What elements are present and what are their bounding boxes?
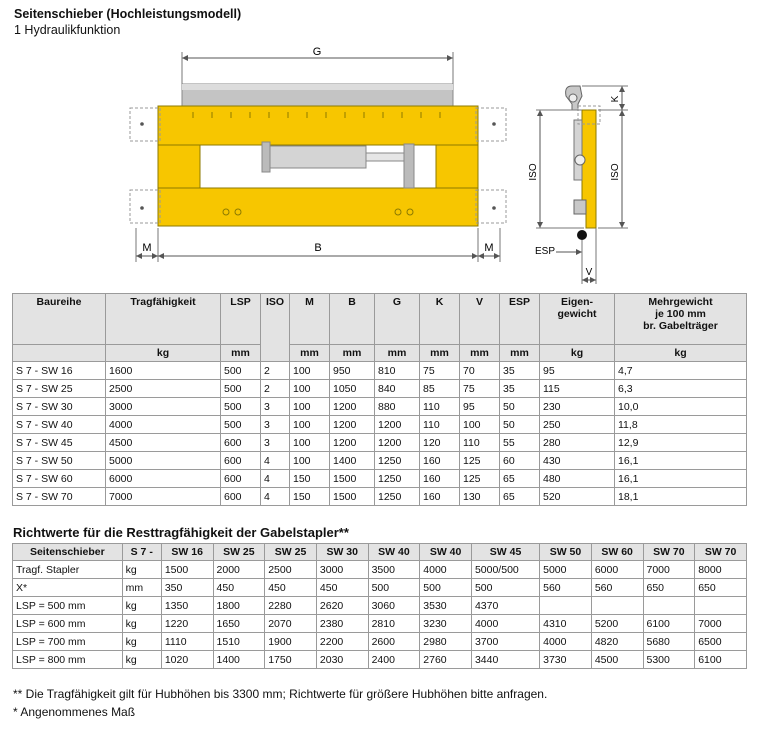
- table-cell: S 7 - SW 16: [13, 362, 106, 380]
- table-cell: LSP = 500 mm: [13, 597, 123, 615]
- side-view: [528, 86, 628, 284]
- table-cell: 75: [420, 362, 460, 380]
- table-cell: 7000: [643, 561, 695, 579]
- col-unit: [13, 345, 106, 362]
- table-cell: 4: [261, 470, 290, 488]
- col-header: SW 40: [368, 544, 420, 561]
- table-cell: 3: [261, 398, 290, 416]
- table-cell: 2810: [368, 615, 420, 633]
- table-cell: 4000: [420, 561, 472, 579]
- table-cell: 4: [261, 452, 290, 470]
- table-row: [13, 470, 747, 488]
- table-cell: 75: [460, 380, 500, 398]
- table-cell: 100: [290, 416, 330, 434]
- col-header: ESP: [500, 294, 540, 345]
- col-header: SW 25: [213, 544, 265, 561]
- col-header: Seitenschieber: [13, 544, 123, 561]
- table-row: [13, 579, 747, 597]
- table-cell: 1200: [375, 434, 420, 452]
- table-row: [13, 452, 747, 470]
- table-cell: 3060: [368, 597, 420, 615]
- table-cell: LSP = 600 mm: [13, 615, 123, 633]
- table-cell: 4000: [471, 615, 539, 633]
- table-cell: 4000: [540, 633, 592, 651]
- table-cell: 3000: [106, 398, 221, 416]
- table-cell: 4: [261, 488, 290, 506]
- table-cell: 600: [221, 488, 261, 506]
- table-cell: 2: [261, 380, 290, 398]
- hydraulic-cylinder: [262, 142, 414, 188]
- table-cell: 3: [261, 416, 290, 434]
- col-unit: mm: [290, 345, 330, 362]
- dim-label-v: V: [585, 267, 593, 278]
- col-header: SW 25: [265, 544, 317, 561]
- table-cell: 1350: [161, 597, 213, 615]
- col-header: M: [290, 294, 330, 345]
- dim-label-iso-front: ISO: [528, 163, 539, 181]
- table-cell: 100: [290, 362, 330, 380]
- table-cell: kg: [122, 597, 161, 615]
- table-cell: 5000: [106, 452, 221, 470]
- table-cell: 100: [290, 452, 330, 470]
- col-unit: kg: [540, 345, 615, 362]
- table-cell: 880: [375, 398, 420, 416]
- table-cell: 1800: [213, 597, 265, 615]
- table-cell: 4500: [591, 651, 643, 669]
- table-cell: 560: [591, 579, 643, 597]
- table-cell: 3230: [420, 615, 472, 633]
- table-cell: 2500: [106, 380, 221, 398]
- table-cell: 6000: [591, 561, 643, 579]
- table-cell: S 7 - SW 60: [13, 470, 106, 488]
- table-cell: 3440: [471, 651, 539, 669]
- table-row: [13, 380, 747, 398]
- table-cell: 150: [290, 470, 330, 488]
- table-cell: 3700: [471, 633, 539, 651]
- table-cell: 500: [221, 416, 261, 434]
- table-cell: 3000: [316, 561, 368, 579]
- table-cell: 3730: [540, 651, 592, 669]
- table-cell: 7000: [106, 488, 221, 506]
- table-cell: 100: [290, 380, 330, 398]
- page-subtitle: 1 Hydraulikfunktion: [14, 23, 121, 37]
- table-cell: 65: [500, 470, 540, 488]
- table-cell: 95: [540, 362, 615, 380]
- table-row: [13, 398, 747, 416]
- table-cell: 1500: [161, 561, 213, 579]
- col-header: SW 70: [643, 544, 695, 561]
- table-cell: 120: [420, 434, 460, 452]
- capacity-table: [12, 543, 747, 669]
- table-cell: 4370: [471, 597, 539, 615]
- table-cell: 1400: [213, 651, 265, 669]
- table-row: [13, 597, 747, 615]
- table-cell: 5000: [540, 561, 592, 579]
- table-cell: kg: [122, 615, 161, 633]
- table-cell: 6,3: [615, 380, 747, 398]
- table-cell: 5300: [643, 651, 695, 669]
- table-cell: 1250: [375, 488, 420, 506]
- table-cell: 1400: [330, 452, 375, 470]
- table-cell: 6100: [643, 615, 695, 633]
- table-cell: S 7 - SW 70: [13, 488, 106, 506]
- table-cell: 160: [420, 470, 460, 488]
- col-header: B: [330, 294, 375, 345]
- table-row: [13, 362, 747, 380]
- table-cell: 100: [290, 434, 330, 452]
- table-cell: 650: [695, 579, 747, 597]
- dim-label-g: G: [312, 46, 322, 58]
- col-header: ISO: [261, 294, 290, 362]
- table-cell: 950: [330, 362, 375, 380]
- footnote-capacity: ** Die Tragfähigkeit gilt für Hubhöhen bis 3300 mm; Richtwerte für größere Hubhöhen bitte anfragen.: [13, 687, 548, 701]
- table-cell: S 7 - SW 30: [13, 398, 106, 416]
- col-header: SW 16: [161, 544, 213, 561]
- table-cell: 2200: [316, 633, 368, 651]
- table-cell: 3500: [368, 561, 420, 579]
- table-cell: 810: [375, 362, 420, 380]
- table-cell: 100: [290, 398, 330, 416]
- table-cell: 600: [221, 452, 261, 470]
- table-cell: 160: [420, 452, 460, 470]
- table-cell: 55: [500, 434, 540, 452]
- table-cell: 1050: [330, 380, 375, 398]
- table-cell: 250: [540, 416, 615, 434]
- table-cell: 2380: [316, 615, 368, 633]
- spec-table: [12, 293, 747, 506]
- col-header: Baureihe: [13, 294, 106, 345]
- table-cell: [591, 597, 643, 615]
- table-row: [13, 488, 747, 506]
- table-cell: 7000: [695, 615, 747, 633]
- table-cell: 500: [368, 579, 420, 597]
- table-cell: 18,1: [615, 488, 747, 506]
- table-cell: 450: [213, 579, 265, 597]
- table-cell: 85: [420, 380, 460, 398]
- dim-label-m-right: M: [484, 242, 494, 254]
- table-cell: kg: [122, 561, 161, 579]
- table-cell: 5000/500: [471, 561, 539, 579]
- table-cell: 6000: [106, 470, 221, 488]
- table-cell: 2600: [368, 633, 420, 651]
- table-cell: 2500: [265, 561, 317, 579]
- col-header: SW 45: [471, 544, 539, 561]
- dim-label-esp: ESP: [534, 246, 556, 257]
- table-row: [13, 615, 747, 633]
- table-cell: 2760: [420, 651, 472, 669]
- table-cell: 2280: [265, 597, 317, 615]
- table-cell: 65: [500, 488, 540, 506]
- table-cell: 650: [643, 579, 695, 597]
- table-cell: 100: [460, 416, 500, 434]
- dim-label-iso-side: ISO: [610, 163, 621, 181]
- table-cell: S 7 - SW 45: [13, 434, 106, 452]
- table-cell: 1600: [106, 362, 221, 380]
- col-header: Mehrgewicht je 100 mm br. Gabelträger: [615, 294, 747, 345]
- technical-drawing: [0, 0, 760, 290]
- table-row: [13, 434, 747, 452]
- section-title: Richtwerte für die Resttragfähigkeit der Gabelstapler**: [13, 525, 349, 540]
- table-cell: 50: [500, 398, 540, 416]
- dim-label-k: K: [610, 95, 621, 103]
- table-cell: 1200: [330, 434, 375, 452]
- col-header: SW 30: [316, 544, 368, 561]
- table-cell: 2000: [213, 561, 265, 579]
- table-cell: 1750: [265, 651, 317, 669]
- table-cell: 840: [375, 380, 420, 398]
- table-cell: 4500: [106, 434, 221, 452]
- col-header: SW 40: [420, 544, 472, 561]
- table-cell: 110: [420, 416, 460, 434]
- page-title: Seitenschieber (Hochleistungsmodell): [14, 7, 242, 21]
- col-header: K: [420, 294, 460, 345]
- table-cell: 50: [500, 416, 540, 434]
- table-cell: 430: [540, 452, 615, 470]
- table-cell: 600: [221, 470, 261, 488]
- table-cell: 8000: [695, 561, 747, 579]
- table-cell: 16,1: [615, 470, 747, 488]
- col-unit: mm: [500, 345, 540, 362]
- table-cell: 600: [221, 434, 261, 452]
- table-cell: 1200: [375, 416, 420, 434]
- table-cell: 4310: [540, 615, 592, 633]
- table-cell: 500: [221, 362, 261, 380]
- table-cell: kg: [122, 651, 161, 669]
- table-row: [13, 561, 747, 579]
- table-cell: 2: [261, 362, 290, 380]
- col-unit: mm: [420, 345, 460, 362]
- table-cell: 11,8: [615, 416, 747, 434]
- table-cell: 16,1: [615, 452, 747, 470]
- col-unit: kg: [106, 345, 221, 362]
- table-cell: 125: [460, 452, 500, 470]
- table-cell: 160: [420, 488, 460, 506]
- table-cell: LSP = 800 mm: [13, 651, 123, 669]
- col-header: LSP: [221, 294, 261, 345]
- col-header: SW 60: [591, 544, 643, 561]
- table-cell: 480: [540, 470, 615, 488]
- table-cell: 1110: [161, 633, 213, 651]
- table-cell: 2070: [265, 615, 317, 633]
- table-cell: 1900: [265, 633, 317, 651]
- table-cell: 125: [460, 470, 500, 488]
- col-header: S 7 -: [122, 544, 161, 561]
- table-cell: 500: [221, 380, 261, 398]
- col-unit: mm: [375, 345, 420, 362]
- dim-label-b: B: [314, 242, 322, 254]
- table-cell: S 7 - SW 25: [13, 380, 106, 398]
- table-cell: 110: [460, 434, 500, 452]
- table-cell: 520: [540, 488, 615, 506]
- dim-label-m-left: M: [142, 242, 152, 254]
- col-unit: mm: [221, 345, 261, 362]
- table-cell: 12,9: [615, 434, 747, 452]
- table-row: [13, 416, 747, 434]
- table-cell: kg: [122, 633, 161, 651]
- table-cell: mm: [122, 579, 161, 597]
- table-cell: 4000: [106, 416, 221, 434]
- col-unit: mm: [330, 345, 375, 362]
- table-cell: 95: [460, 398, 500, 416]
- table-cell: [643, 597, 695, 615]
- table-cell: 1510: [213, 633, 265, 651]
- table-cell: 5680: [643, 633, 695, 651]
- table-cell: 2980: [420, 633, 472, 651]
- table-cell: 450: [265, 579, 317, 597]
- table-cell: 2400: [368, 651, 420, 669]
- col-unit: mm: [460, 345, 500, 362]
- table-cell: 1250: [375, 452, 420, 470]
- table-cell: 150: [290, 488, 330, 506]
- table-cell: 6500: [695, 633, 747, 651]
- table-cell: 1200: [330, 398, 375, 416]
- table-cell: 115: [540, 380, 615, 398]
- table-cell: 560: [540, 579, 592, 597]
- col-unit: kg: [615, 345, 747, 362]
- table-cell: 5200: [591, 615, 643, 633]
- table-row: [13, 651, 747, 669]
- table-cell: X*: [13, 579, 123, 597]
- table-cell: 35: [500, 362, 540, 380]
- table-cell: 1220: [161, 615, 213, 633]
- table-cell: 230: [540, 398, 615, 416]
- col-header: G: [375, 294, 420, 345]
- table-cell: 1500: [330, 488, 375, 506]
- table-cell: 350: [161, 579, 213, 597]
- table-cell: 3: [261, 434, 290, 452]
- footnote-assumed: * Angenommenes Maß: [13, 705, 136, 719]
- table-cell: 110: [420, 398, 460, 416]
- front-view: [130, 46, 506, 262]
- table-cell: 70: [460, 362, 500, 380]
- table-cell: 450: [316, 579, 368, 597]
- table-cell: 35: [500, 380, 540, 398]
- table-cell: Tragf. Stapler: [13, 561, 123, 579]
- table-cell: S 7 - SW 50: [13, 452, 106, 470]
- table-cell: 500: [471, 579, 539, 597]
- table-cell: LSP = 700 mm: [13, 633, 123, 651]
- table-cell: 6100: [695, 651, 747, 669]
- table-cell: 1020: [161, 651, 213, 669]
- table-cell: [540, 597, 592, 615]
- carriage-frame: [158, 106, 478, 145]
- table-cell: 1650: [213, 615, 265, 633]
- col-header: Tragfähigkeit: [106, 294, 221, 345]
- table-cell: S 7 - SW 40: [13, 416, 106, 434]
- table-cell: 10,0: [615, 398, 747, 416]
- table-cell: 500: [420, 579, 472, 597]
- table-cell: 1500: [330, 470, 375, 488]
- col-header: SW 50: [540, 544, 592, 561]
- col-header: V: [460, 294, 500, 345]
- table-cell: 130: [460, 488, 500, 506]
- col-header: SW 70: [695, 544, 747, 561]
- table-cell: 4820: [591, 633, 643, 651]
- col-header: Eigen- gewicht: [540, 294, 615, 345]
- table-cell: 2030: [316, 651, 368, 669]
- table-cell: 3530: [420, 597, 472, 615]
- table-cell: 1200: [330, 416, 375, 434]
- table-row: [13, 633, 747, 651]
- table-cell: 280: [540, 434, 615, 452]
- table-cell: 500: [221, 398, 261, 416]
- table-cell: 4,7: [615, 362, 747, 380]
- table-cell: [695, 597, 747, 615]
- table-cell: 1250: [375, 470, 420, 488]
- table-cell: 60: [500, 452, 540, 470]
- table-cell: 2620: [316, 597, 368, 615]
